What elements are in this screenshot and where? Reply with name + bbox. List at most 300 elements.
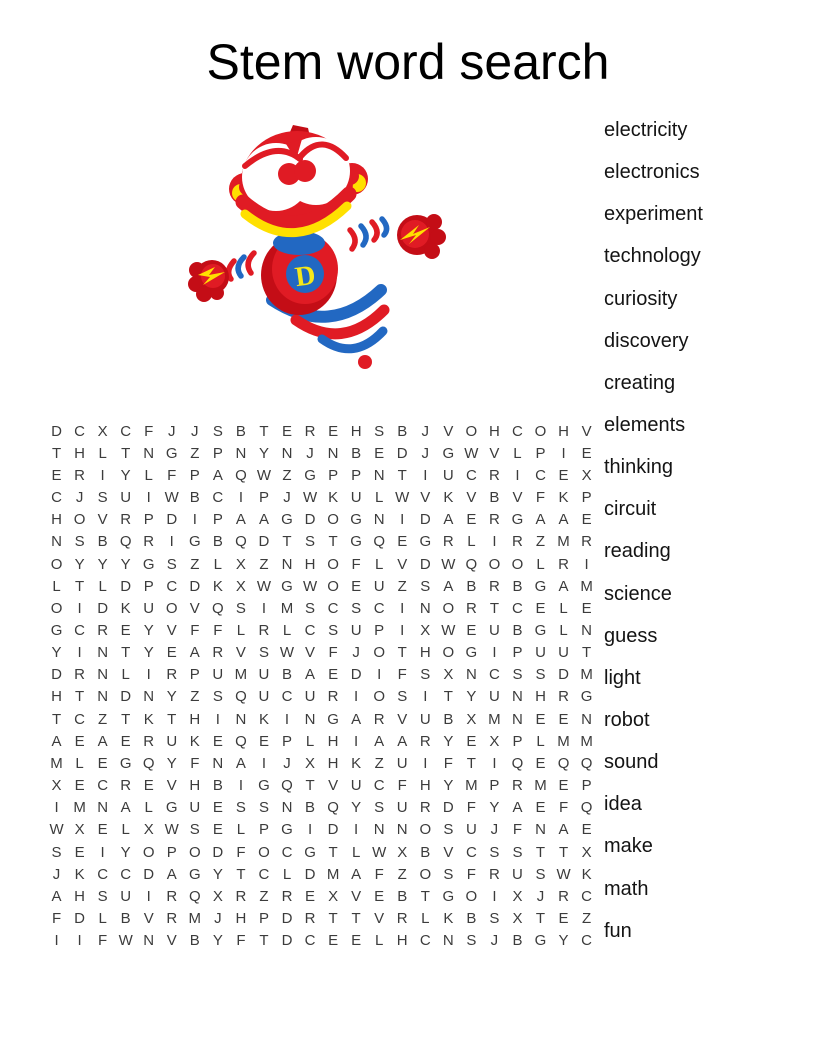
grid-letter: B (466, 910, 477, 928)
grid-letter: M (234, 666, 248, 684)
grid-letter: S (97, 887, 108, 905)
grid-letter: H (235, 910, 247, 928)
grid-letter: S (489, 910, 500, 928)
grid-letter: T (51, 444, 62, 462)
grid-letter: R (327, 688, 339, 706)
grid-letter: C (373, 777, 385, 795)
grid-letter: C (581, 887, 593, 905)
grid-letter: V (443, 843, 454, 861)
word-list-item: make (604, 835, 653, 858)
grid-letter: P (328, 466, 339, 484)
grid-letter: X (74, 821, 85, 839)
grid-letter: V (305, 644, 316, 662)
grid-letter: I (77, 599, 82, 617)
grid-letter: N (281, 799, 293, 817)
grid-letter: G (442, 887, 455, 905)
grid-letter: X (143, 821, 154, 839)
grid-letter: N (143, 932, 155, 950)
grid-letter: P (189, 666, 200, 684)
grid-letter: U (373, 577, 385, 595)
grid-letter: J (75, 489, 84, 507)
grid-letter: R (558, 555, 569, 573)
grid-letter: N (465, 666, 477, 684)
grid-letter: R (512, 533, 523, 551)
grid-letter: J (306, 444, 314, 462)
word-list (604, 109, 703, 952)
grid-letter: N (581, 621, 593, 639)
grid-letter: E (212, 821, 223, 839)
grid-letter: A (351, 865, 362, 883)
grid-letter: K (351, 754, 362, 772)
grid-letter: O (488, 555, 501, 573)
grid-letter: C (512, 422, 523, 440)
word-list-item: thinking (604, 456, 673, 479)
grid-letter: I (169, 533, 174, 551)
grid-letter: D (189, 577, 201, 595)
grid-letter: O (142, 843, 155, 861)
grid-row (45, 486, 598, 508)
grid-letter: G (534, 932, 547, 950)
grid-letter: R (74, 666, 85, 684)
grid-letter: B (305, 799, 316, 817)
grid-letter: J (490, 821, 499, 839)
grid-letter: U (143, 599, 155, 617)
grid-letter: T (535, 910, 546, 928)
grid-letter: O (327, 511, 339, 529)
grid-letter: A (558, 511, 569, 529)
grid-letter: G (281, 511, 293, 529)
grid-letter: E (328, 422, 339, 440)
grid-letter: K (74, 865, 85, 883)
grid-letter: F (397, 666, 407, 684)
grid-letter: P (258, 821, 269, 839)
grid-letter: E (535, 799, 546, 817)
grid-letter: O (419, 865, 432, 883)
grid-letter: Y (143, 644, 154, 662)
grid-letter: F (397, 777, 407, 795)
grid-letter: F (167, 466, 177, 484)
grid-letter: C (465, 466, 477, 484)
grid-letter: D (396, 444, 408, 462)
grid-letter: D (51, 666, 62, 684)
grid-letter: C (258, 865, 270, 883)
grid-letter: H (350, 422, 362, 440)
grid-letter: A (189, 644, 200, 662)
grid-letter: I (77, 644, 82, 662)
grid-letter: F (558, 799, 569, 817)
grid-letter: F (236, 932, 246, 950)
grid-letter: I (400, 599, 405, 617)
grid-letter: S (420, 666, 431, 684)
grid-letter: X (97, 422, 108, 440)
grid-letter: Q (235, 466, 247, 484)
grid-row (45, 464, 598, 486)
grid-letter: L (98, 577, 107, 595)
grid-letter: R (120, 511, 132, 529)
grid-letter: T (489, 599, 499, 617)
grid-letter: F (535, 489, 546, 507)
grid-letter: I (377, 666, 382, 684)
grid-letter: N (327, 444, 339, 462)
grid-letter: A (212, 466, 223, 484)
grid-letter: B (512, 577, 523, 595)
grid-letter: F (51, 910, 62, 928)
word-list-item: creating (604, 371, 676, 394)
grid-letter: B (512, 621, 523, 639)
grid-letter: Q (142, 754, 155, 772)
grid-letter: F (213, 621, 223, 639)
grid-letter: R (488, 466, 500, 484)
grid-letter: F (512, 821, 523, 839)
grid-letter: B (397, 422, 408, 440)
grid-letter: U (120, 489, 132, 507)
grid-letter: Z (374, 754, 384, 772)
grid-letter: Z (259, 555, 269, 573)
grid-letter: W (49, 821, 64, 839)
grid-letter: Q (212, 599, 224, 617)
grid-letter: U (558, 644, 569, 662)
grid-letter: K (558, 489, 569, 507)
grid-letter: P (258, 489, 269, 507)
grid-letter: R (373, 710, 385, 728)
grid-letter: T (582, 644, 592, 662)
grid-letter: X (305, 754, 316, 772)
grid-letter: D (304, 865, 316, 883)
grid-letter: Q (557, 754, 570, 772)
grid-letter: N (373, 821, 385, 839)
grid-letter: F (443, 754, 453, 772)
grid-letter: P (489, 777, 500, 795)
grid-letter: R (166, 887, 178, 905)
grid-letter: Q (235, 533, 247, 551)
grid-letter: L (375, 489, 384, 507)
grid-letter: C (74, 422, 85, 440)
grid-letter: A (443, 577, 454, 595)
grid-letter: N (97, 644, 109, 662)
grid-letter: T (351, 910, 361, 928)
grid-letter: R (166, 666, 178, 684)
grid-letter: P (581, 489, 592, 507)
grid-letter: N (143, 688, 155, 706)
grid-letter: A (235, 511, 246, 529)
grid-letter: V (166, 777, 177, 795)
grid-letter: Z (190, 688, 200, 706)
grid-letter: F (351, 555, 361, 573)
grid-letter: O (534, 422, 547, 440)
grid-letter: Y (51, 644, 62, 662)
grid-letter: T (121, 444, 131, 462)
grid-letter: E (120, 621, 131, 639)
grid-letter: L (536, 555, 545, 573)
grid-letter: F (98, 932, 108, 950)
grid-letter: T (259, 932, 269, 950)
grid-letter: K (212, 577, 223, 595)
grid-letter: Y (97, 555, 108, 573)
grid-letter: D (419, 555, 431, 573)
word-list-item: guess (604, 624, 658, 647)
grid-letter: O (50, 599, 63, 617)
grid-letter: I (284, 710, 290, 728)
grid-letter: L (467, 533, 476, 551)
grid-letter: Y (351, 799, 362, 817)
grid-letter: N (281, 444, 293, 462)
grid-letter: M (580, 732, 593, 750)
badge-letter: D (293, 259, 318, 294)
grid-row (45, 420, 598, 442)
grid-letter: R (465, 599, 477, 617)
grid-letter: T (443, 688, 453, 706)
grid-letter: F (190, 754, 200, 772)
grid-letter: G (165, 444, 178, 462)
grid-letter: T (328, 910, 338, 928)
grid-letter: B (189, 932, 200, 950)
grid-letter: J (421, 422, 430, 440)
grid-letter: I (354, 688, 359, 706)
grid-letter: O (465, 422, 478, 440)
grid-letter: D (558, 666, 569, 684)
grid-letter: Y (558, 932, 569, 950)
grid-letter: H (74, 444, 85, 462)
grid-letter: Y (120, 555, 131, 573)
word-list-item: technology (604, 245, 701, 268)
grid-letter: E (374, 887, 385, 905)
grid-letter: H (488, 422, 500, 440)
grid-letter: R (581, 533, 593, 551)
grid-letter: L (282, 865, 292, 883)
grid-letter: C (74, 710, 85, 728)
grid-letter: A (351, 710, 362, 728)
grid-letter: Z (259, 887, 269, 905)
grid-letter: Q (327, 799, 339, 817)
mascot-right-hand (397, 214, 446, 259)
word-list-item: discovery (604, 329, 689, 352)
grid-letter: R (143, 533, 155, 551)
grid-letter: A (235, 754, 246, 772)
grid-letter: U (189, 799, 201, 817)
grid-letter: N (97, 688, 109, 706)
word-list-item: fun (604, 919, 632, 942)
grid-letter: C (465, 843, 477, 861)
grid-letter: A (558, 821, 569, 839)
grid-letter: M (534, 777, 547, 795)
grid-letter: P (512, 732, 523, 750)
grid-letter: B (212, 533, 223, 551)
grid-letter: G (281, 577, 293, 595)
grid-letter: Y (143, 621, 154, 639)
grid-letter: X (466, 710, 477, 728)
grid-letter: D (419, 511, 431, 529)
grid-letter: C (281, 843, 293, 861)
grid-letter: T (535, 843, 546, 861)
grid-letter: D (74, 910, 85, 928)
grid-row (45, 442, 598, 464)
grid-letter: I (354, 732, 359, 750)
grid-letter: S (420, 577, 431, 595)
grid-letter: J (421, 444, 430, 462)
grid-letter: M (557, 732, 570, 750)
grid-letter: L (282, 621, 292, 639)
grid-letter: L (375, 555, 384, 573)
grid-row (45, 797, 598, 819)
grid-row (45, 708, 598, 730)
grid-letter: W (256, 466, 272, 484)
grid-letter: H (419, 777, 431, 795)
grid-letter: U (442, 466, 454, 484)
grid-letter: A (397, 732, 408, 750)
grid-letter: T (397, 466, 407, 484)
grid-letter: Q (119, 533, 132, 551)
grid-letter: G (534, 577, 547, 595)
grid-letter: L (305, 732, 315, 750)
grid-letter: Z (582, 910, 592, 928)
grid-letter: E (97, 754, 108, 772)
grid-letter: Y (166, 754, 177, 772)
grid-letter: G (281, 821, 293, 839)
grid-letter: V (397, 710, 408, 728)
grid-letter: L (144, 799, 153, 817)
grid-letter: J (283, 489, 291, 507)
grid-letter: R (512, 777, 523, 795)
grid-letter: C (51, 489, 62, 507)
grid-letter: U (258, 688, 270, 706)
grid-letter: P (212, 444, 223, 462)
grid-letter: M (488, 710, 501, 728)
grid-letter: I (492, 644, 497, 662)
grid-letter: I (146, 666, 151, 684)
grid-letter: S (328, 621, 339, 639)
grid-letter: S (305, 533, 316, 551)
grid-letter: U (465, 821, 477, 839)
grid-letter: S (235, 599, 246, 617)
grid-letter: X (235, 555, 246, 573)
grid-letter: P (374, 621, 385, 639)
grid-letter: S (374, 422, 385, 440)
grid-letter: V (351, 887, 362, 905)
grid-letter: Z (98, 710, 108, 728)
grid-letter: R (304, 422, 316, 440)
grid-letter: W (256, 577, 272, 595)
grid-letter: G (165, 799, 178, 817)
word-list-item: science (604, 582, 672, 605)
grid-letter: H (327, 732, 339, 750)
grid-letter: N (442, 932, 454, 950)
grid-letter: F (190, 621, 200, 639)
grid-letter: L (375, 932, 384, 950)
grid-letter: R (212, 644, 224, 662)
word-list-item: elements (604, 413, 686, 436)
grid-letter: J (352, 644, 360, 662)
grid-letter: Y (443, 732, 454, 750)
grid-letter: E (97, 821, 108, 839)
grid-letter: Z (282, 466, 292, 484)
grid-letter: P (143, 577, 154, 595)
grid-letter: R (166, 910, 178, 928)
grid-letter: E (328, 666, 339, 684)
grid-letter: E (74, 843, 85, 861)
grid-row (45, 686, 598, 708)
page-title: Stem word search (206, 34, 610, 90)
grid-letter: T (328, 843, 338, 861)
grid-letter: O (188, 843, 201, 861)
grid-letter: V (420, 489, 431, 507)
grid-letter: D (281, 932, 293, 950)
grid-letter: T (328, 533, 338, 551)
grid-letter: A (51, 732, 62, 750)
grid-letter: T (74, 577, 85, 595)
grid-letter: L (421, 910, 430, 928)
grid-letter: V (374, 910, 385, 928)
grid-row (45, 575, 598, 597)
grid-letter: G (304, 466, 316, 484)
mascot-badge (286, 255, 324, 293)
grid-letter: G (442, 444, 455, 462)
grid-letter: E (212, 799, 223, 817)
grid-letter: P (535, 444, 546, 462)
grid-letter: Y (120, 843, 131, 861)
grid-letter: G (327, 710, 339, 728)
grid-letter: E (466, 511, 477, 529)
grid-letter: O (465, 887, 478, 905)
grid-letter: G (50, 621, 63, 639)
grid-letter: S (443, 821, 454, 839)
grid-letter: O (419, 821, 432, 839)
grid-letter: H (535, 688, 546, 706)
grid-letter: L (513, 444, 522, 462)
grid-letter: O (73, 511, 86, 529)
grid-letter: M (326, 865, 340, 883)
grid-letter: E (558, 710, 569, 728)
grid-letter: R (281, 887, 293, 905)
grid-letter: A (120, 799, 131, 817)
grid-letter: E (305, 887, 316, 905)
grid-letter: J (283, 754, 291, 772)
grid-letter: R (235, 887, 247, 905)
grid-letter: C (120, 865, 132, 883)
grid-letter: G (419, 533, 432, 551)
grid-letter: L (98, 444, 107, 462)
grid-letter: G (511, 511, 524, 529)
grid-letter: V (143, 910, 154, 928)
grid-letter: I (238, 489, 243, 507)
word-list-item: electronics (604, 161, 700, 184)
mascot-head (229, 125, 368, 233)
grid-letter: B (281, 666, 292, 684)
grid-letter: L (144, 466, 153, 484)
grid-letter: B (420, 843, 431, 861)
grid-letter: T (236, 865, 246, 883)
grid-letter: I (54, 932, 59, 950)
grid-letter: I (400, 511, 405, 529)
grid-letter: U (396, 799, 408, 817)
grid-letter: N (235, 444, 247, 462)
grid-letter: I (192, 511, 197, 529)
grid-letter: N (97, 666, 109, 684)
grid-letter: E (212, 732, 223, 750)
grid-letter: E (166, 644, 177, 662)
grid-letter: H (74, 887, 85, 905)
grid-letter: C (97, 777, 109, 795)
grid-letter: A (305, 666, 316, 684)
grid-letter: E (558, 466, 569, 484)
grid-letter: K (258, 710, 269, 728)
grid-letter: U (488, 621, 500, 639)
grid-letter: Q (188, 887, 201, 905)
grid-letter: I (54, 799, 59, 817)
grid-letter: T (51, 710, 62, 728)
grid-letter: B (235, 422, 246, 440)
grid-letter: Z (397, 865, 407, 883)
grid-letter: D (120, 577, 132, 595)
